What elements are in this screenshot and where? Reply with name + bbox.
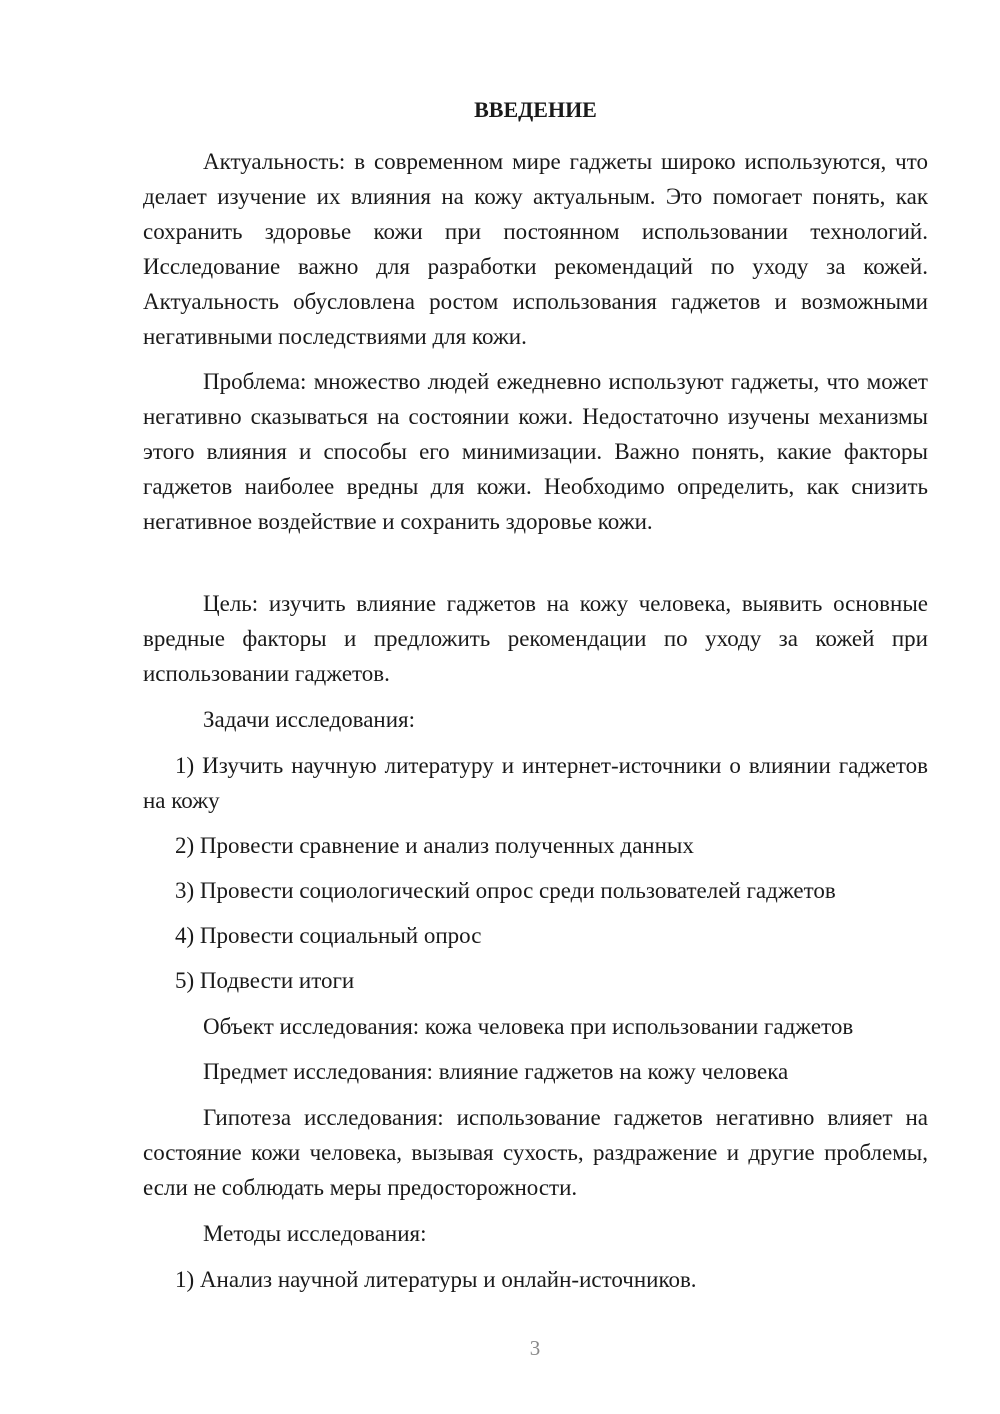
relevance-paragraph: Актуальность: в современном мире гаджеты широко используются, что делает изучение их влияния на кожу актуальным. Это помогает понять, как сохранить здоровье кожи при постоянном использовании технологий. Исследование важно для разработки рекомендаций по уходу за кожей. Актуальность обусловлена ростом использования гаджетов и возможными негативными последствиями для кожи. — [143, 149, 928, 349]
list-item: 4) Провести социальный опрос — [175, 923, 482, 948]
section-heading: ВВЕДЕНИЕ — [474, 97, 597, 122]
tasks-title: Задачи исследования: — [203, 707, 416, 732]
list-item: 3) Провести социологический опрос среди пользователей гаджетов — [175, 878, 836, 903]
tasks-item-2-block — [143, 828, 928, 863]
list-item: 5) Подвести итоги — [175, 968, 355, 993]
hypothesis-block — [143, 1100, 928, 1205]
object-block — [143, 1009, 928, 1044]
problem-block — [143, 364, 928, 539]
problem-paragraph: Проблема: множество людей ежедневно используют гаджеты, что может негативно сказываться на состоянии кожи. Недостаточно изучены механизмы этого влияния и способы его минимизации. Важно понять, какие факторы гаджетов наиболее вредны для кожи. Необходимо определить, как снизить негативное воздействие и сохранить здоровье кожи. — [143, 369, 928, 534]
tasks-item-3-block — [143, 873, 928, 908]
methods-title: Методы исследования: — [203, 1221, 427, 1246]
subject-line: Предмет исследования: влияние гаджетов на кожу человека — [203, 1059, 789, 1084]
methods-title-block — [143, 1216, 928, 1251]
tasks-item-4-block — [143, 918, 928, 953]
hypothesis-paragraph: Гипотеза исследования: использование гаджетов негативно влияет на состояние кожи человека, вызывая сухость, раздражение и другие проблемы, если не соблюдать меры предосторожности. — [143, 1105, 928, 1200]
tasks-item-1-block — [143, 748, 928, 818]
goal-paragraph: Цель: изучить влияние гаджетов на кожу человека, выявить основные вредные факторы и предложить рекомендации по уходу за кожей при использовании гаджетов. — [143, 591, 928, 686]
goal-block — [143, 586, 928, 691]
page-number: 3 — [529, 1336, 541, 1360]
methods-item-1-block — [143, 1262, 928, 1297]
tasks-title-block — [143, 702, 928, 737]
list-item: 2) Провести сравнение и анализ полученных данных — [175, 833, 694, 858]
relevance-block — [143, 144, 928, 354]
subject-block — [143, 1054, 928, 1089]
tasks-item-5-block — [143, 963, 928, 998]
list-item: 1) Изучить научную литературу и интернет-источники о влиянии гаджетов на кожу — [143, 753, 928, 813]
object-line: Объект исследования: кожа человека при использовании гаджетов — [203, 1014, 854, 1039]
list-item: 1) Анализ научной литературы и онлайн-источников. — [175, 1267, 697, 1292]
